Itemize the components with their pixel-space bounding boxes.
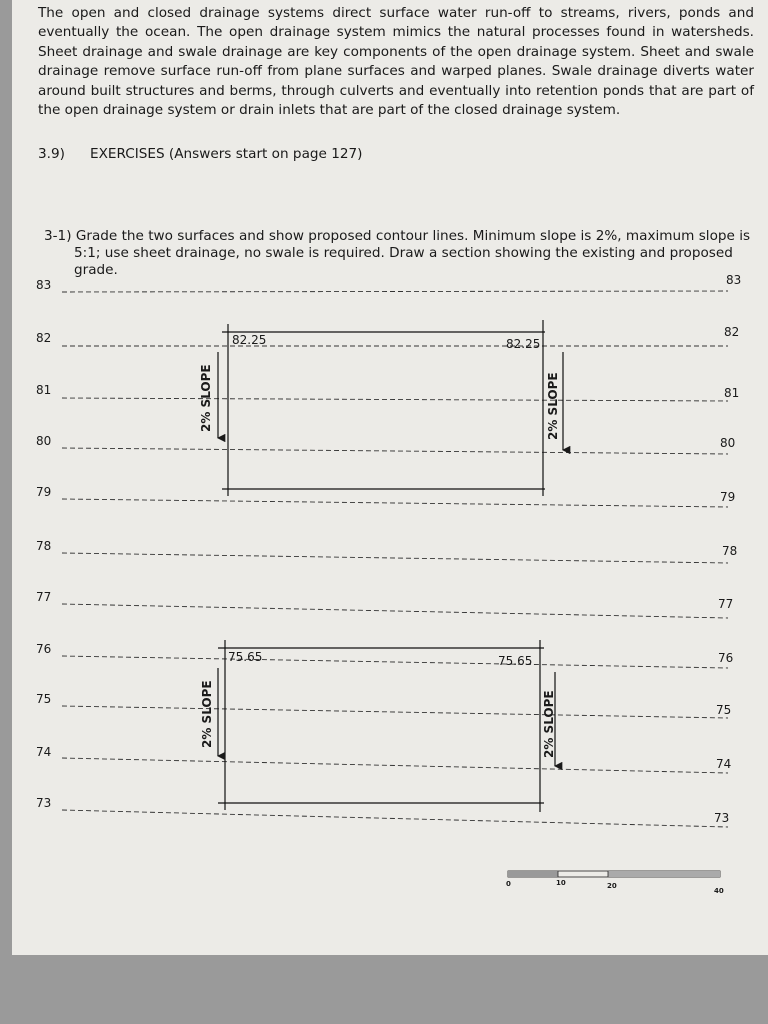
contour-lines [62, 291, 728, 827]
contour-label-left-81: 81 [36, 383, 52, 397]
contour-label-right-78: 78 [722, 544, 738, 558]
scale-tick-0: 0 [506, 880, 511, 888]
contour-line-76 [62, 656, 728, 668]
scale-bar-segment-3 [608, 871, 720, 877]
upper-surface-right-elevation: 82.25 [506, 337, 541, 351]
exercise-line-2: 5:1; use sheet drainage, no swale is required. Draw a section showing the existing and proposed grade. [74, 245, 733, 278]
contour-label-left-73: 73 [36, 796, 52, 810]
lower-right-slope-label: 2% SLOPE [542, 690, 556, 758]
scale-tick-20: 20 [607, 882, 617, 890]
contour-label-right-79: 79 [720, 490, 736, 504]
contour-label-right-77: 77 [718, 597, 734, 611]
contour-label-left-76: 76 [36, 642, 52, 656]
contour-line-75 [62, 706, 728, 718]
contour-labels-left [36, 278, 51, 810]
intro-paragraph: The open and closed drainage systems direct surface water run-off to streams, rivers, ponds and eventually the ocean. The open drainage system mimics the natural processes found in watersheds. Sheet drainage and swale drainage are key components of the open drainage system. Sheet and swale drainage remove surface run-off from plane surfaces and warped planes. Swale drainage diverts water around built structures and berms, through culverts and eventually into retention ponds that are part of the open drainage system or drain inlets that are part of the closed drainage system. [38, 5, 754, 119]
contour-label-left-75: 75 [36, 692, 52, 706]
section-number: 3.9) [38, 146, 65, 162]
lower-left-slope-label: 2% SLOPE [200, 680, 214, 748]
contour-label-left-79: 79 [36, 485, 52, 499]
lower-surface-left-elevation: 75.65 [228, 650, 263, 664]
contour-line-81 [62, 398, 728, 401]
exercise-line-1: 3-1) Grade the two surfaces and show proposed contour lines. Minimum slope is 2%, maximum slope is [44, 228, 751, 244]
scale-tick-40: 40 [714, 887, 724, 895]
upper-surface [199, 320, 563, 496]
contour-label-right-74: 74 [716, 757, 732, 771]
contour-label-left-74: 74 [36, 745, 52, 759]
contour-labels-right [714, 273, 741, 825]
scale-tick-10: 10 [556, 879, 566, 887]
upper-left-slope-label: 2% SLOPE [199, 364, 213, 432]
contour-label-right-82: 82 [724, 325, 740, 339]
lower-surface-right-elevation: 75.65 [498, 654, 533, 668]
contour-label-left-78: 78 [36, 539, 52, 553]
contour-line-74 [62, 758, 728, 773]
section-title: EXERCISES (Answers start on page 127) [90, 146, 363, 162]
upper-surface-left-elevation: 82.25 [232, 333, 267, 347]
contour-label-right-76: 76 [718, 651, 734, 665]
lower-surface [200, 640, 556, 812]
contour-label-right-75: 75 [716, 703, 732, 717]
contour-line-83 [62, 291, 728, 292]
contour-label-right-83: 83 [726, 273, 742, 287]
contour-label-left-80: 80 [36, 434, 52, 448]
upper-right-slope-label: 2% SLOPE [546, 372, 560, 440]
contour-line-73 [62, 810, 728, 827]
contour-label-left-83: 83 [36, 278, 52, 292]
contour-line-77 [62, 604, 728, 618]
contour-label-left-82: 82 [36, 331, 52, 345]
contour-label-left-77: 77 [36, 590, 52, 604]
contour-label-right-80: 80 [720, 436, 736, 450]
contour-label-right-73: 73 [714, 811, 730, 825]
contour-line-78 [62, 553, 728, 563]
scale-bar [506, 871, 724, 895]
contour-label-right-81: 81 [724, 386, 740, 400]
scale-bar-segment-1 [508, 871, 558, 877]
contour-line-79 [62, 499, 728, 507]
contour-line-80 [62, 448, 728, 454]
